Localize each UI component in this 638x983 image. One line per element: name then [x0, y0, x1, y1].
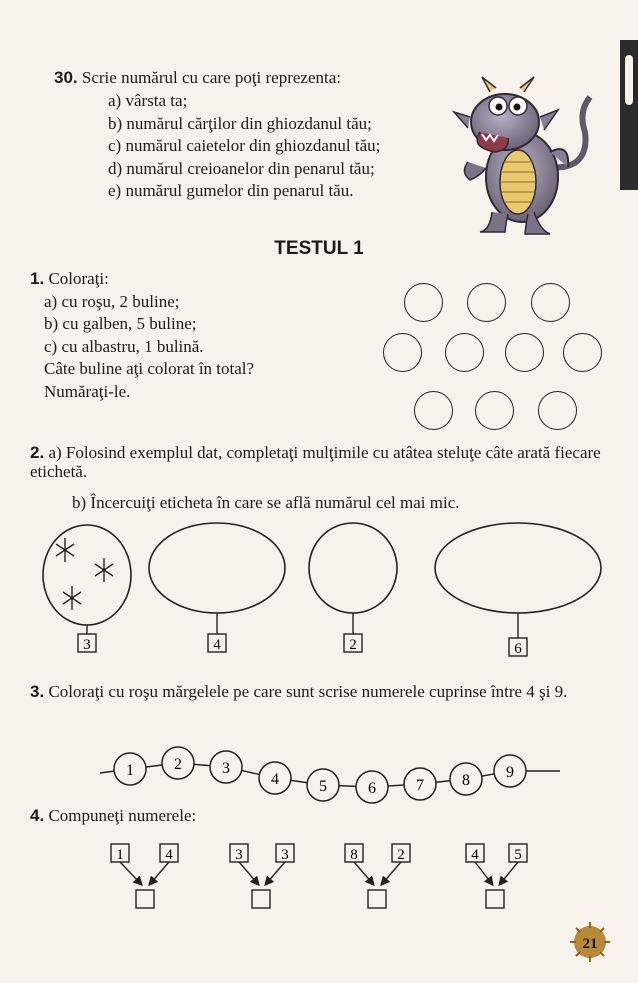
exercise-1-line: Număraţi-le. [44, 381, 131, 401]
color-dot[interactable] [404, 283, 443, 322]
exercise-30-item: c) numărul caietelor din ghiozdanul tău; [108, 136, 381, 155]
digit-label: 4 [165, 847, 173, 863]
exercise-4-heading [30, 806, 196, 826]
exercise-1-line: a) cu roşu, 2 buline; [44, 291, 180, 311]
bead-string [0, 745, 638, 805]
color-dot[interactable] [505, 333, 544, 372]
exercise-2-sets [0, 520, 638, 670]
bead[interactable] [307, 769, 339, 801]
star-icon [63, 586, 81, 610]
digit-label: 3 [281, 847, 289, 863]
digit-label: 5 [514, 847, 522, 863]
exercise-4-number: 4. [30, 806, 45, 825]
exercise-4-instruction: Compuneţi numerele: [48, 806, 197, 825]
color-dot[interactable] [538, 391, 577, 430]
page-edge-tab-slot [625, 55, 633, 105]
exercise-30-heading [54, 68, 341, 88]
exercise-1-line: c) cu albastru, 1 bulină. [44, 336, 204, 356]
page-number-badge [570, 922, 610, 962]
set-label: 4 [213, 637, 221, 653]
exercise-1-title: Coloraţi: [48, 269, 109, 288]
bead-number: 9 [506, 764, 514, 781]
color-dot[interactable] [475, 391, 514, 430]
digit-label: 3 [235, 847, 243, 863]
bead[interactable] [450, 763, 482, 795]
exercise-3-text [30, 682, 620, 701]
page-number: 21 [582, 936, 598, 952]
compose-group-2 [230, 844, 294, 908]
exercise-3-instruction: Coloraţi cu roşu mărgelele pe care sunt scrise numerele cuprinse între 4 şi 9. [48, 682, 568, 701]
bead-number: 4 [271, 771, 279, 788]
exercise-2-text-a [30, 443, 620, 481]
exercise-3-number: 3. [30, 682, 45, 701]
bead-number: 1 [126, 762, 134, 779]
set-ellipse [43, 525, 131, 625]
exercise-30-item: a) vârsta ta; [108, 91, 188, 110]
star-icon [56, 538, 74, 562]
color-dot[interactable] [445, 333, 484, 372]
answer-box[interactable] [368, 890, 386, 908]
bead-number: 6 [368, 780, 376, 797]
exercise-30-text: Scrie numărul cu care poţi reprezenta: [81, 68, 342, 87]
bead[interactable] [404, 768, 436, 800]
exercise-30-item: e) numărul gumelor din penarul tău. [108, 181, 354, 200]
bead-number: 5 [319, 778, 327, 795]
compose-group-1 [111, 844, 178, 908]
set-label: 2 [349, 637, 357, 653]
bead-number: 3 [222, 760, 230, 777]
bead[interactable] [162, 747, 194, 779]
bead[interactable] [259, 762, 291, 794]
color-dot[interactable] [467, 283, 506, 322]
bead[interactable] [210, 751, 242, 783]
exercise-30-list [108, 90, 380, 203]
digit-label: 8 [350, 847, 358, 863]
digit-label: 4 [471, 847, 479, 863]
answer-box[interactable] [486, 890, 504, 908]
compose-group-3 [345, 844, 410, 908]
star-icon [95, 558, 113, 582]
digit-label: 1 [116, 847, 124, 863]
bead[interactable] [494, 755, 526, 787]
exercise-2-instruction-a: a) Folosind exemplul dat, completaţi mulţimile cu atâtea steluţe câte arată fiecare etichetă. [30, 443, 601, 481]
compose-group-4 [466, 844, 527, 908]
set-label: 6 [514, 641, 522, 657]
color-dot[interactable] [531, 283, 570, 322]
bead-number: 7 [416, 777, 424, 794]
dragon-illustration [450, 72, 595, 237]
color-dot[interactable] [383, 333, 422, 372]
answer-box[interactable] [252, 890, 270, 908]
color-dot[interactable] [563, 333, 602, 372]
set-label: 3 [83, 637, 91, 653]
exercise-1-number: 1. [30, 269, 45, 288]
bead[interactable] [356, 771, 388, 803]
exercise-1-line: b) cu galben, 5 buline; [44, 314, 197, 333]
exercise-2-instruction-b: b) Încercuiţi eticheta în care se află numărul cel mai mic. [72, 493, 460, 512]
exercise-2-number: 2. [30, 443, 45, 462]
digit-label: 2 [397, 847, 405, 863]
exercise-1-line: Câte buline aţi colorat în total? [44, 359, 255, 378]
exercise-1-text [30, 268, 254, 403]
compose-numbers-diagram [0, 838, 638, 918]
bead-number: 8 [462, 772, 470, 789]
color-dot[interactable] [414, 391, 453, 430]
set-ellipse [149, 523, 285, 613]
bead[interactable] [114, 753, 146, 785]
test-title: TESTUL 1 [274, 238, 364, 259]
set-ellipse [309, 523, 397, 613]
bead-number: 2 [174, 756, 182, 773]
answer-box[interactable] [136, 890, 154, 908]
set-ellipse [435, 523, 601, 613]
exercise-30-item: b) numărul cărţilor din ghiozdanul tău; [108, 113, 372, 133]
exercise-30-number: 30. [54, 68, 78, 87]
exercise-30-item: d) numărul creioanelor din penarul tău; [108, 158, 375, 178]
